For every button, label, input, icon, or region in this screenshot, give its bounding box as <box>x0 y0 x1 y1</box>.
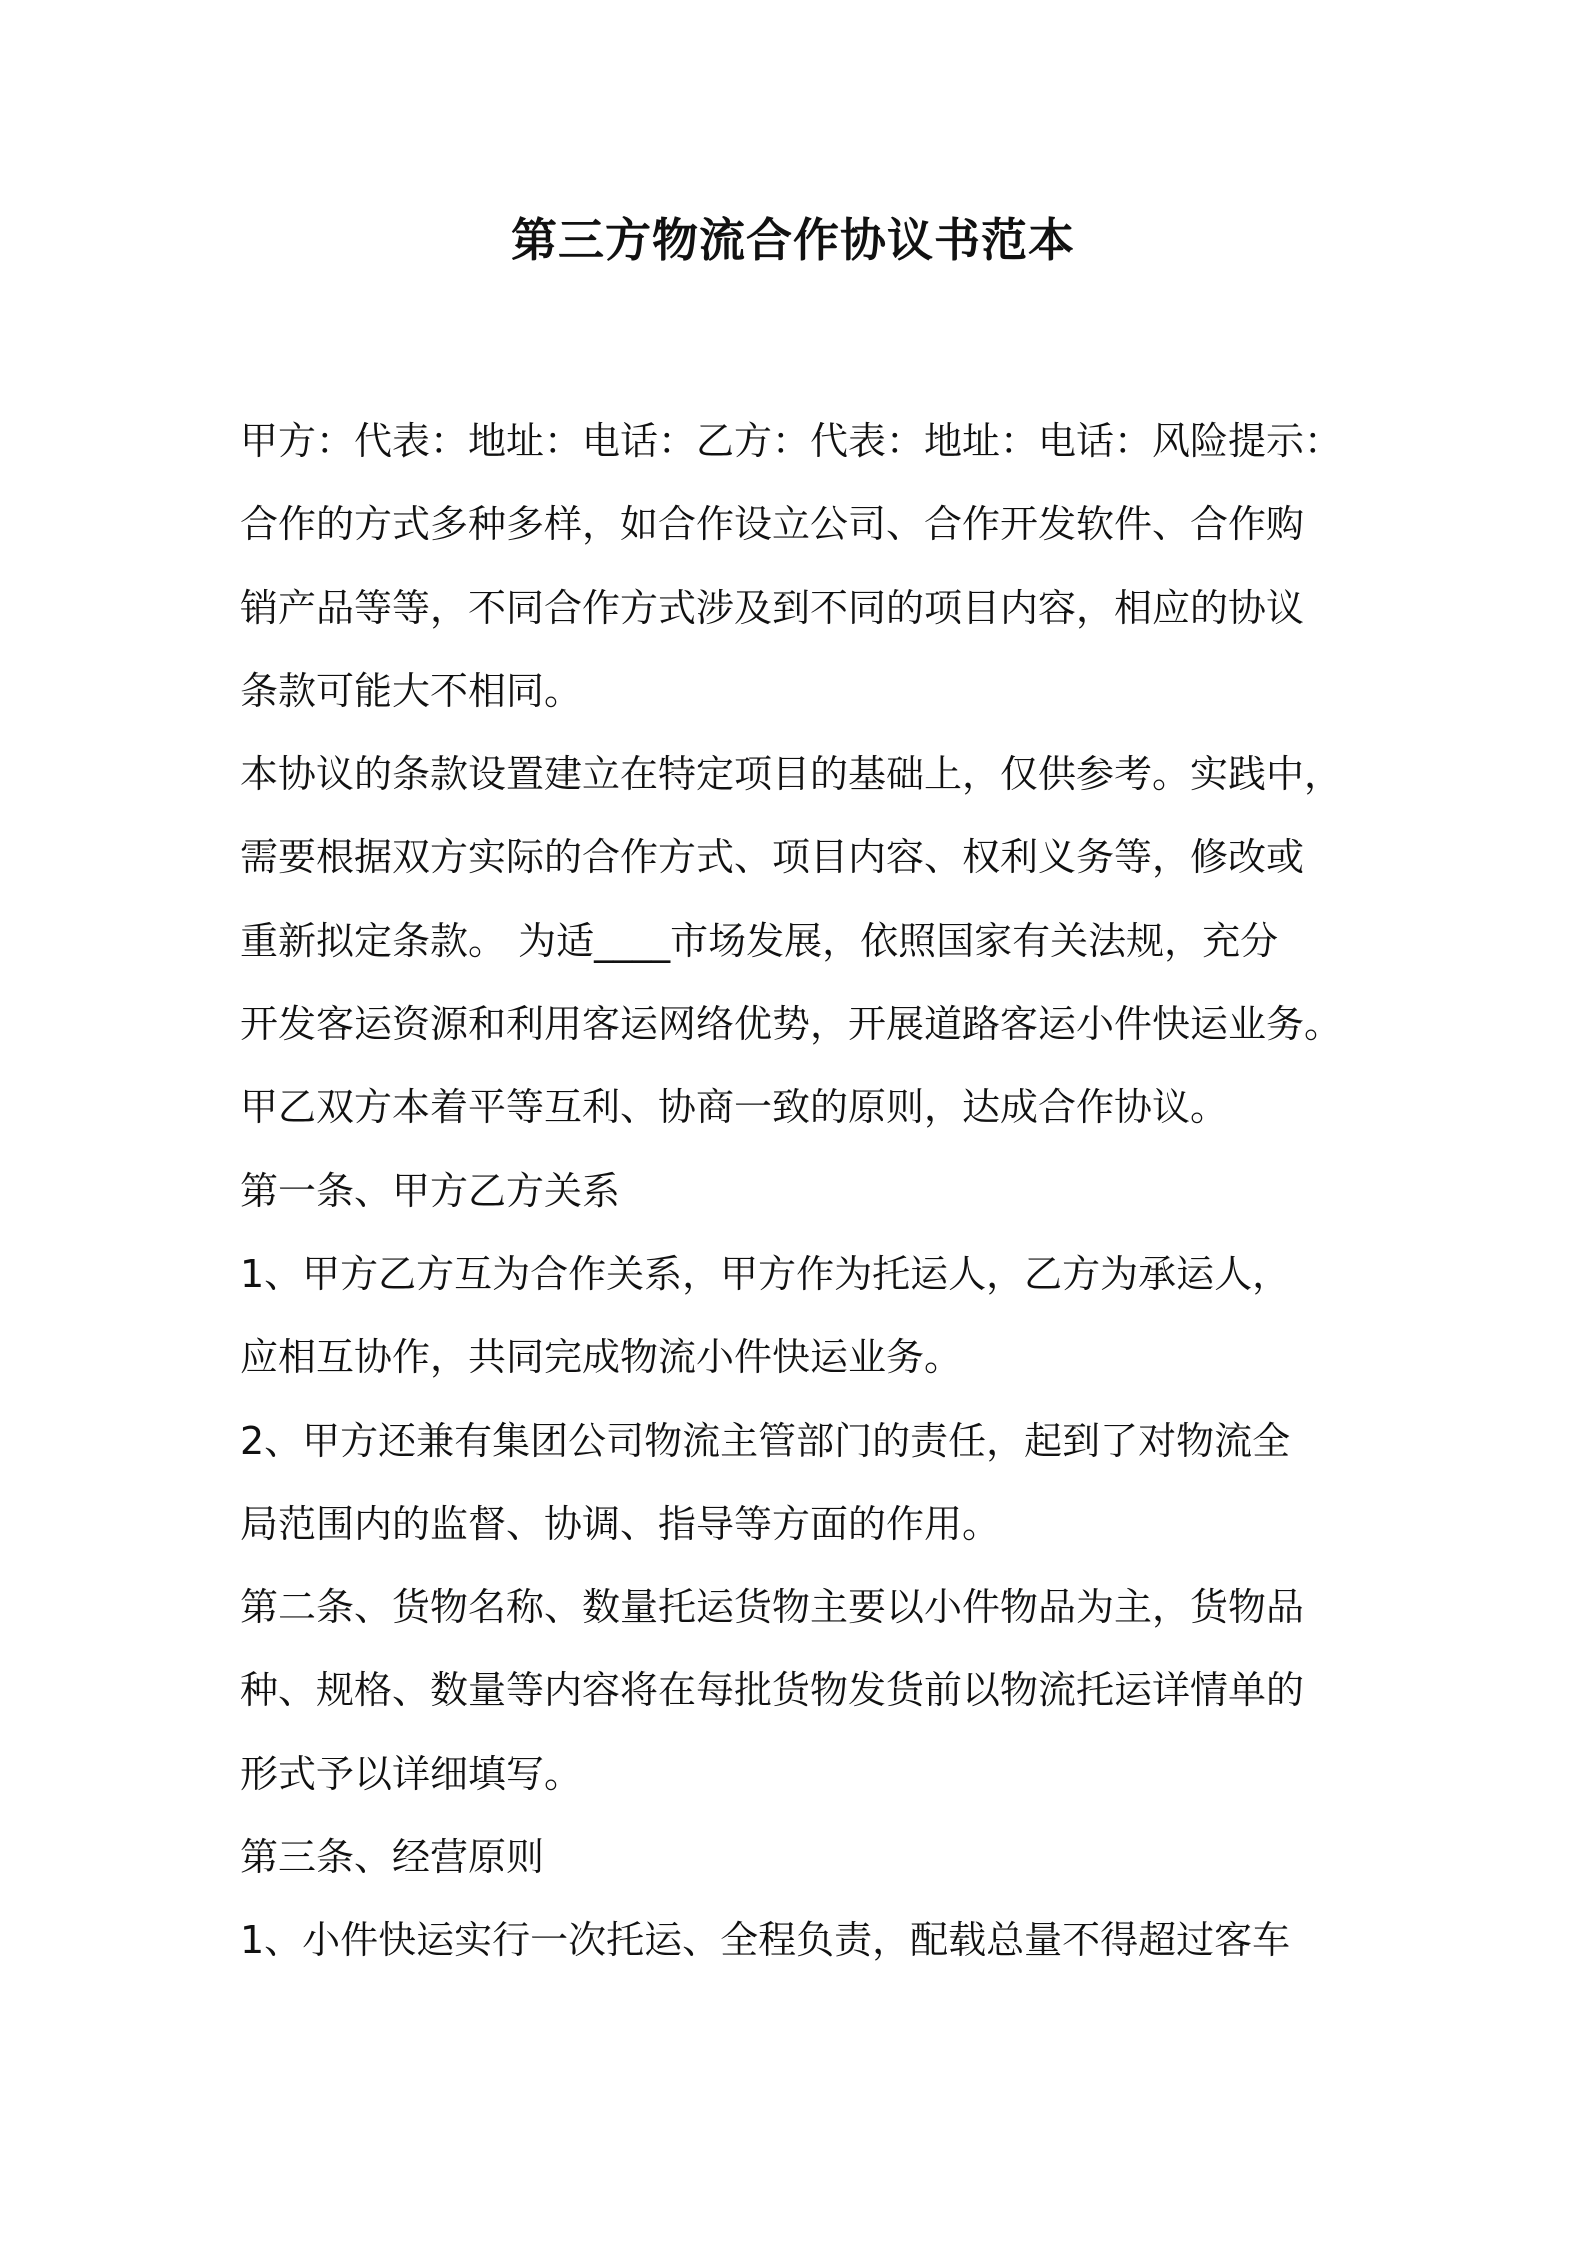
text-line: 甲方：代表：地址：电话：乙方：代表：地址：电话：风险提示： <box>240 419 1343 463</box>
text-line: 种、规格、数量等内容将在每批货物发货前以物流托运详情单的 <box>240 1668 1305 1713</box>
text-line: 本协议的条款设置建立在特定项目的基础上，仅供参考。实践中， <box>240 752 1343 797</box>
section-heading: 第三条、经营原则 <box>240 1835 545 1880</box>
text-line: 形式予以详细填写。 <box>240 1751 583 1796</box>
text-line: 合作的方式多种多样，如合作设立公司、合作开发软件、合作购 <box>240 502 1305 547</box>
text-line: 条款可能大不相同。 <box>240 668 583 713</box>
text-line: 重新拟定条款。 为适____市场发展，依照国家有关法规，充分 <box>240 918 1279 963</box>
document-body <box>240 400 1360 1983</box>
document-title: 第三方物流合作协议书范本 <box>511 213 1075 267</box>
text-line: 2、甲方还兼有集团公司物流主管部门的责任，起到了对物流全 <box>240 1418 1291 1463</box>
text-line: 销产品等等，不同合作方式涉及到不同的项目内容，相应的协议 <box>240 585 1305 630</box>
text-line: 局范围内的监督、协调、指导等方面的作用。 <box>240 1501 1001 1546</box>
text-line: 甲乙双方本着平等互利、协商一致的原则，达成合作协议。 <box>240 1085 1229 1130</box>
text-line: 开发客运资源和利用客运网络优势，开展道路客运小件快运业务。 <box>240 1002 1343 1047</box>
section-heading: 第二条、货物名称、数量托运货物主要以小件物品为主，货物品 <box>240 1585 1305 1630</box>
text-line: 1、小件快运实行一次托运、全程负责，配载总量不得超过客车 <box>240 1918 1291 1963</box>
section-heading: 第一条、甲方乙方关系 <box>240 1168 621 1213</box>
text-line: 应相互协作，共同完成物流小件快运业务。 <box>240 1335 963 1380</box>
text-line: 1、甲方乙方互为合作关系，甲方作为托运人，乙方为承运人， <box>240 1251 1291 1296</box>
text-line: 需要根据双方实际的合作方式、项目内容、权利义务等，修改或 <box>240 835 1305 880</box>
